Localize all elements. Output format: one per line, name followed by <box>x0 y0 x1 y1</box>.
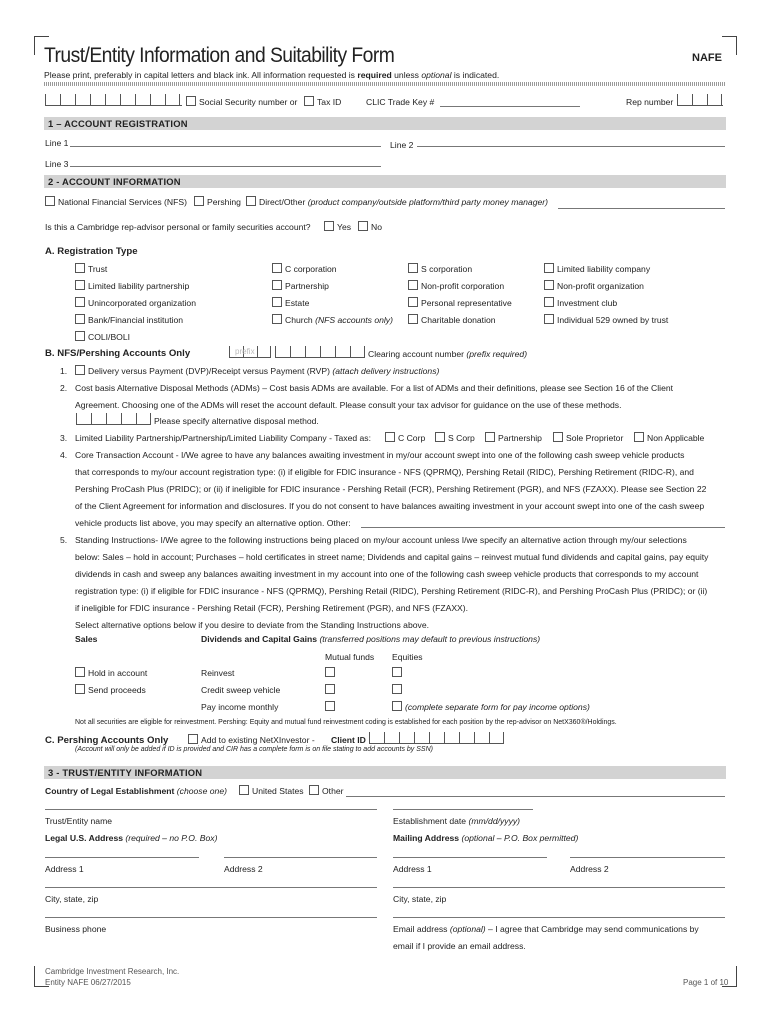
taxed-scorp-checkbox[interactable] <box>435 432 445 442</box>
item-1-number: 1. <box>60 366 68 376</box>
mutual-funds-heading: Mutual funds <box>325 652 375 662</box>
taxed-scorp-label: S Corp <box>448 433 475 443</box>
line1-label: Line 1 <box>45 138 69 148</box>
dividends-note: (transferred positions may default to previous instructions) <box>319 634 541 644</box>
netxinvestor-label: Add to existing NetXInvestor - <box>201 735 315 745</box>
send-proceeds-checkbox[interactable] <box>75 684 85 694</box>
reg-unincorporated-label: Unincorporated organization <box>88 298 196 308</box>
legal-address1-label: Address 1 <box>45 864 84 874</box>
reg-bank-label: Bank/Financial institution <box>88 315 184 325</box>
ssn-taxid-boxes[interactable] <box>45 94 182 106</box>
footer-form-id: Entity NAFE 06/27/2015 <box>45 978 131 987</box>
rep-label: Rep number <box>626 97 674 107</box>
footer-company: Cambridge Investment Research, Inc. <box>45 967 180 976</box>
pershing-label: Pershing <box>207 197 241 207</box>
direct-other-text: Direct/Other <box>259 197 308 207</box>
legal-city-input[interactable] <box>45 887 377 888</box>
yes-label: Yes <box>337 222 352 232</box>
line3-label: Line 3 <box>45 159 69 169</box>
reg-charitable-checkbox[interactable] <box>408 314 418 324</box>
netxinvestor-checkbox[interactable] <box>188 734 198 744</box>
reg-529-label: Individual 529 owned by trust <box>557 315 669 325</box>
pershing-only-heading: C. Pershing Accounts Only <box>45 735 169 746</box>
taxed-na-checkbox[interactable] <box>634 432 644 442</box>
taxed-sole-prop-label: Sole Proprietor <box>566 433 624 443</box>
reg-coli-label: COLI/BOLI <box>88 332 131 342</box>
taxed-na-label: Non Applicable <box>647 433 705 443</box>
form-title: Trust/Entity Information and Suitability Form <box>44 44 395 67</box>
taxid-checkbox[interactable] <box>304 96 314 106</box>
no-label: No <box>371 222 382 232</box>
pay-income-label: Pay income monthly <box>201 702 279 712</box>
taxed-as-label: Limited Liability Partnership/Partnership/Limited Liability Company - Taxed as: <box>75 433 371 443</box>
item-2-number: 2. <box>60 383 68 393</box>
entity-name-label: Trust/Entity name <box>45 816 113 826</box>
corner-mark-top-right <box>722 36 737 55</box>
credit-sweep-label: Credit sweep vehicle <box>201 685 281 695</box>
taxed-partnership-checkbox[interactable] <box>485 432 495 442</box>
adm-line-1: Cost basis Alternative Disposal Methods (ADMs) – Cost basis ADMs are available. For a list of ADMs and their definitions, please see Section 16 of the Client <box>75 383 674 393</box>
prefix-hint: prefix <box>235 347 255 356</box>
legal-address2-input[interactable] <box>224 857 377 858</box>
item-5-number: 5. <box>60 535 68 545</box>
mail-address2-input[interactable] <box>570 857 725 858</box>
core-other-input[interactable] <box>361 527 725 528</box>
establishment-date-input[interactable] <box>393 809 533 810</box>
footer-page-number: Page 1 of 10 <box>683 978 729 987</box>
business-phone-input[interactable] <box>45 917 377 918</box>
legal-text: Legal U.S. Address <box>45 833 126 843</box>
nfs-pershing-heading: B. NFS/Pershing Accounts Only <box>45 348 191 359</box>
mail-address1-input[interactable] <box>393 857 547 858</box>
reg-ccorp-label: C corporation <box>285 264 337 274</box>
reg-partnership-label: Partnership <box>285 281 329 291</box>
email-input[interactable] <box>393 917 725 918</box>
adm-code-boxes[interactable] <box>76 413 151 425</box>
church-text: Church <box>285 315 316 325</box>
core-line-2: that corresponds to my/our account registration type: (i) if eligible for FDIC insurance - NFS (QPRMQ), Pershing Retail (RIDC), Pershing Retirement (RIDC-R), and <box>75 467 694 477</box>
no-checkbox[interactable] <box>358 221 368 231</box>
clearing-label <box>368 349 527 359</box>
reg-llc-checkbox[interactable] <box>544 263 554 273</box>
core-line-1: Core Transaction Account - I/We agree to have any balances awaiting investment in my/our account swept into one of the following cash sweep vehicle products <box>75 450 685 460</box>
direct-other-input[interactable] <box>558 208 725 209</box>
reinvest-label: Reinvest <box>201 668 235 678</box>
estdate-note: (mm/dd/yyyy) <box>468 816 521 826</box>
reg-529-checkbox[interactable] <box>544 314 554 324</box>
form-badge: NAFE <box>692 52 722 64</box>
standing-line-2: below: Sales – hold in account; Purchases – hold certificates in street name; Dividends and capital gains – reinvest mutual fund dividends and capital gains, pay equity <box>75 552 709 562</box>
reg-estate-label: Estate <box>285 298 310 308</box>
clearing-note: (prefix required) <box>466 349 528 359</box>
reg-investment-club-checkbox[interactable] <box>544 297 554 307</box>
reg-church-checkbox[interactable] <box>272 314 282 324</box>
line1-input[interactable] <box>70 146 381 147</box>
country-us-label: United States <box>252 786 304 796</box>
payinc-equities-checkbox[interactable] <box>392 701 402 711</box>
nfs-checkbox[interactable] <box>45 196 55 206</box>
dvp-text: Delivery versus Payment (DVP)/Receipt versus Payment (RVP) <box>88 366 333 376</box>
ssn-label: Social Security number or <box>199 97 298 107</box>
country-other-label: Other <box>322 786 344 796</box>
dividends-text: Dividends and Capital Gains <box>201 634 320 644</box>
mailing-address-heading <box>393 833 578 843</box>
registration-type-heading: A. Registration Type <box>45 246 138 257</box>
reg-scorp-label: S corporation <box>421 264 473 274</box>
mail-city-input[interactable] <box>393 887 725 888</box>
standing-line-3: dividends in cash and sweep any balances awaiting investment in my account into one of the following cash sweep vehicle products that corresponds to my account <box>75 569 699 579</box>
country-text: Country of Legal Establishment <box>45 786 177 796</box>
reinvestment-note: Not all securities are eligible for reinvestment. Pershing: Equity and mutual fund reinvestment coding is established for each position by the rep-advisor on NetX360®/Holdings. <box>75 719 617 726</box>
instr-text-3: is indicated. <box>451 70 500 80</box>
reg-church-label <box>285 315 393 325</box>
mail-city-label: City, state, zip <box>393 894 447 904</box>
sales-heading: Sales <box>75 634 98 644</box>
ssn-checkbox[interactable] <box>186 96 196 106</box>
direct-other-checkbox[interactable] <box>246 196 256 206</box>
reg-coli-checkbox[interactable] <box>75 331 85 341</box>
reg-unincorporated-checkbox[interactable] <box>75 297 85 307</box>
direct-other-note: (product company/outside platform/third party money manager) <box>307 197 548 207</box>
reg-llc-label: Limited liability company <box>557 264 651 274</box>
reg-ccorp-checkbox[interactable] <box>272 263 282 273</box>
clic-input[interactable] <box>440 106 580 107</box>
adm-specify-label: Please specify alternative disposal method. <box>154 416 319 426</box>
instr-text: Please print, preferably in capital letters and black ink. All information requested is <box>44 70 358 80</box>
rep-account-question: Is this a Cambridge rep-advisor personal or family securities account? <box>45 222 311 232</box>
section-1-header: 1 – ACCOUNT REGISTRATION <box>44 117 726 130</box>
email-label-line-2: email if I provide an email address. <box>393 941 526 951</box>
line2-input[interactable] <box>417 146 725 147</box>
estdate-text: Establishment date <box>393 816 469 826</box>
pershing-checkbox[interactable] <box>194 196 204 206</box>
instr-optional: optional <box>421 70 452 80</box>
core-line-5: vehicle products list above, you may specify an alternative option. Other: <box>75 518 351 528</box>
equities-heading: Equities <box>392 652 423 662</box>
client-id-boxes[interactable] <box>369 732 504 744</box>
yes-checkbox[interactable] <box>324 221 334 231</box>
entity-name-input[interactable] <box>45 809 377 810</box>
rep-number-boxes[interactable] <box>677 94 723 106</box>
reg-llp-label: Limited liability partnership <box>88 281 190 291</box>
email-optional: (optional) <box>449 924 486 934</box>
standing-line-4: registration type: (i) if eligible for FDIC insurance - NFS (QPRMQ), Pershing Retail (RIDC), Pershing Retirement (RIDC-R), and Pershing ProCash Plus (PRIDC); or (ii) <box>75 586 708 596</box>
reg-partnership-checkbox[interactable] <box>272 280 282 290</box>
dvp-rvp-label <box>88 366 439 376</box>
reg-llp-checkbox[interactable] <box>75 280 85 290</box>
mail-note: (optional – P.O. Box permitted) <box>461 833 579 843</box>
taxed-ccorp-label: C Corp <box>398 433 426 443</box>
reg-nonprofit-org-label: Non-profit organization <box>557 281 644 291</box>
legal-note: (required – no P.O. Box) <box>125 833 218 843</box>
core-line-4: of the Client Agreement for information and disclosures. If you do not consent to have balances awaiting investment in your account swept into one of the cash sweep <box>75 501 705 511</box>
email-text: Email address <box>393 924 450 934</box>
header-rule <box>44 82 726 86</box>
hold-in-account-label: Hold in account <box>88 668 148 678</box>
country-other-checkbox[interactable] <box>309 785 319 795</box>
instr-required: required <box>357 70 392 80</box>
church-note: (NFS accounts only) <box>315 315 393 325</box>
pershing-note: (Account will only be added if ID is provided and CIR has a complete form is on file stating to add accounts by SSN) <box>75 746 433 753</box>
reg-nonprofit-org-checkbox[interactable] <box>544 280 554 290</box>
mail-address2-label: Address 2 <box>570 864 609 874</box>
adm-line-2: Agreement. Choosing one of the ADMs will reset the account default. Please consult your tax advisor for guidance on the use of these methods. <box>75 400 622 410</box>
nfs-label: National Financial Services (NFS) <box>58 197 187 207</box>
instr-text-2: unless <box>391 70 422 80</box>
direct-other-label <box>259 197 548 207</box>
reg-nonprofit-corp-checkbox[interactable] <box>408 280 418 290</box>
reg-estate-checkbox[interactable] <box>272 297 282 307</box>
dvp-rvp-checkbox[interactable] <box>75 365 85 375</box>
dividends-heading <box>201 634 540 644</box>
country-other-input[interactable] <box>346 796 725 797</box>
line2-label: Line 2 <box>390 140 414 150</box>
taxed-ccorp-checkbox[interactable] <box>385 432 395 442</box>
clearing-text: Clearing account number <box>368 349 467 359</box>
reg-charitable-label: Charitable donation <box>421 315 496 325</box>
country-label <box>45 786 227 796</box>
instructions <box>44 70 499 80</box>
mail-address1-label: Address 1 <box>393 864 432 874</box>
payinc-mutual-checkbox[interactable] <box>325 701 335 711</box>
hold-in-account-checkbox[interactable] <box>75 667 85 677</box>
pay-income-note: (complete separate form for pay income options) <box>405 702 590 712</box>
credit-equities-checkbox[interactable] <box>392 684 402 694</box>
taxed-sole-prop-checkbox[interactable] <box>553 432 563 442</box>
mail-text: Mailing Address <box>393 833 462 843</box>
legal-address-heading <box>45 833 217 843</box>
country-note: (choose one) <box>176 786 227 796</box>
credit-mutual-checkbox[interactable] <box>325 684 335 694</box>
standing-line-5: if ineligible for FDIC insurance - Pershing Retail (FCR), Pershing Retirement (PGR), and NFS (FZAXX). <box>75 603 469 613</box>
reg-personal-rep-label: Personal representative <box>421 298 512 308</box>
item-3-number: 3. <box>60 433 68 443</box>
reg-investment-club-label: Investment club <box>557 298 618 308</box>
reg-nonprofit-corp-label: Non-profit corporation <box>421 281 505 291</box>
email-label <box>393 924 699 934</box>
taxid-label: Tax ID <box>317 97 342 107</box>
establishment-date-label <box>393 816 520 826</box>
dvp-note: (attach delivery instructions) <box>332 366 440 376</box>
reg-trust-label: Trust <box>88 264 108 274</box>
section-2-header: 2 - ACCOUNT INFORMATION <box>44 175 726 188</box>
reinvest-mutual-checkbox[interactable] <box>325 667 335 677</box>
legal-address1-input[interactable] <box>45 857 199 858</box>
reg-bank-checkbox[interactable] <box>75 314 85 324</box>
standing-line-6: Select alternative options below if you desire to deviate from the Standing Instructions above. <box>75 620 429 630</box>
taxed-partnership-label: Partnership <box>498 433 542 443</box>
send-proceeds-label: Send proceeds <box>88 685 146 695</box>
reinvest-equities-checkbox[interactable] <box>392 667 402 677</box>
clic-label: CLIC Trade Key # <box>366 97 435 107</box>
reg-scorp-checkbox[interactable] <box>408 263 418 273</box>
core-line-3: Pershing ProCash Plus (PRIDC); or (ii) if ineligible for FDIC insurance - Pershing Retail (FCR), Pershing Retirement (PGR), and NFS (FZAXX). Please see Section 22 <box>75 484 707 494</box>
business-phone-label: Business phone <box>45 924 107 934</box>
client-id-label: Client ID <box>331 735 366 745</box>
clearing-account-boxes[interactable] <box>275 346 365 358</box>
standing-line-1: Standing Instructions- I/We agree to the following instructions being placed on my/our account unless I/we specify an alternative action through my/our selections <box>75 535 687 545</box>
line3-input[interactable] <box>70 166 381 167</box>
item-4-number: 4. <box>60 450 68 460</box>
section-3-header: 3 - TRUST/ENTITY INFORMATION <box>44 766 726 779</box>
reg-trust-checkbox[interactable] <box>75 263 85 273</box>
country-us-checkbox[interactable] <box>239 785 249 795</box>
legal-city-label: City, state, zip <box>45 894 99 904</box>
legal-address2-label: Address 2 <box>224 864 263 874</box>
reg-personal-rep-checkbox[interactable] <box>408 297 418 307</box>
email-consent: – I agree that Cambridge may send communications by <box>485 924 699 934</box>
